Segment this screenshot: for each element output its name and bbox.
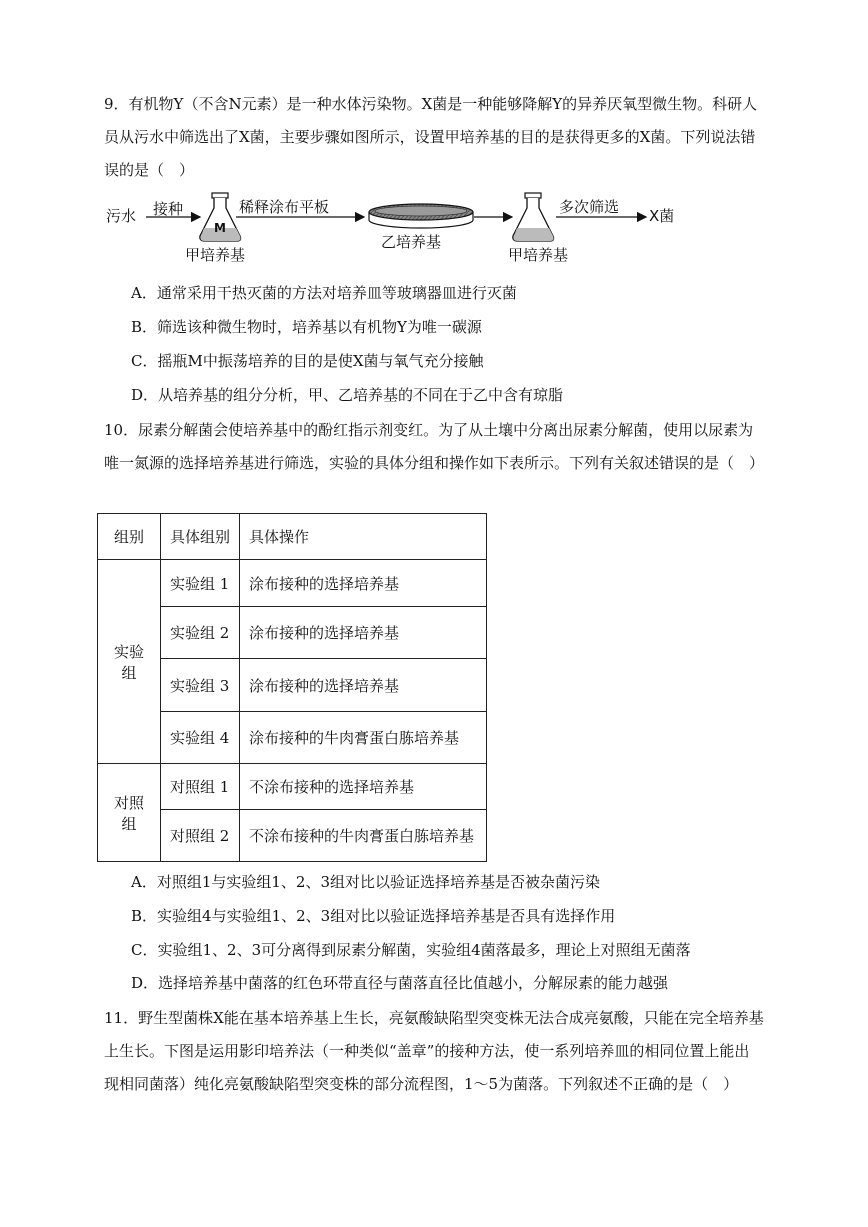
table-cell: 涂布接种的牛肉膏蛋白胨培养基 xyxy=(240,712,487,764)
flow-arrow1-label: 接种 xyxy=(153,200,184,218)
table-cell: 实验组 3 xyxy=(161,659,240,712)
q9-option-b: B．筛选该种微生物时，培养基以有机物Y为唯一碳源 xyxy=(131,318,482,336)
table-cell: 对照组 1 xyxy=(161,764,240,810)
experiment-table xyxy=(97,513,487,862)
table-cell: 实验组 2 xyxy=(161,607,240,659)
flow-medium2-label: 乙培养基 xyxy=(381,233,442,251)
question-10-stem: 10．尿素分解菌会使培养基中的酚红指示剂变红。为了从土壤中分离出尿素分解菌，使用以尿素为唯一氮源的选择培养基进行筛选，实验的具体分组和操作如下表所示。下列有关叙述错误的是（ ） xyxy=(104,421,765,472)
table-cell: 实验组 4 xyxy=(161,712,240,764)
group-cell: 对照组 xyxy=(98,764,161,862)
flow-medium3-label: 甲培养基 xyxy=(508,246,569,264)
flask-m-icon xyxy=(200,193,241,241)
table-cell: 涂布接种的选择培养基 xyxy=(240,560,487,607)
q9-option-a: A．通常采用干热灭菌的方法对培养皿等玻璃器皿进行灭菌 xyxy=(131,284,517,302)
table-cell: 涂布接种的选择培养基 xyxy=(240,659,487,712)
table-header: 具体操作 xyxy=(240,514,487,560)
table-header-row xyxy=(98,514,487,560)
table-header: 具体组别 xyxy=(161,514,240,560)
question-9-stem: 9．有机物Y（不含N元素）是一种水体污染物。X菌是一种能够降解Y的异养厌氧型微生物。科研人员从污水中筛选出了X菌，主要步骤如图所示，设置甲培养基的目的是获得更多的X菌。下列说法错误的是（ ） xyxy=(104,95,758,179)
q10-option-d: D．选择培养基中菌落的红色环带直径与菌落直径比值越小，分解尿素的能力越强 xyxy=(131,974,669,992)
q10-option-a: A．对照组1与实验组1、2、3组对比以验证选择培养基是否被杂菌污染 xyxy=(131,873,601,891)
flow-graphics xyxy=(0,0,868,280)
flow-arrow3-label: 多次筛选 xyxy=(559,198,620,216)
table-cell: 不涂布接种的牛肉膏蛋白胨培养基 xyxy=(240,810,487,862)
table-cell: 涂布接种的选择培养基 xyxy=(240,607,487,659)
table-header: 组别 xyxy=(98,514,161,560)
question-11-stem: 11．野生型菌株X能在基本培养基上生长，亮氨酸缺陷型突变株无法合成亮氨酸，只能在完全培养基上生长。下图是运用影印培养法（一种类似“盖章”的接种方法，使一系列培养皿的相同位置上能出现相同菌落）纯化亮氨酸缺陷型突变株的部分流程图，1～5为菌落。下列叙述不正确的是（ ） xyxy=(104,1009,764,1093)
flask-icon xyxy=(513,193,554,241)
q10-option-b: B．实验组4与实验组1、2、3组对比以验证选择培养基是否具有选择作用 xyxy=(131,907,616,925)
flow-source-label: 污水 xyxy=(106,207,137,225)
table-row xyxy=(98,764,487,810)
q9-option-c: C．摇瓶M中振荡培养的目的是使X菌与氧气充分接触 xyxy=(131,352,484,370)
flask-letter: M xyxy=(214,221,226,235)
table-cell: 实验组 1 xyxy=(161,560,240,607)
table-row xyxy=(98,560,487,607)
q10-option-c: C．实验组1、2、3可分离得到尿素分解菌，实验组4菌落最多，理论上对照组无菌落 xyxy=(131,941,691,959)
group-cell: 实验组 xyxy=(98,560,161,764)
flow-medium1-label: 甲培养基 xyxy=(185,246,246,264)
table-cell: 不涂布接种的选择培养基 xyxy=(240,764,487,810)
petri-dish-icon xyxy=(369,204,473,228)
q9-option-d: D．从培养基的组分分析，甲、乙培养基的不同在于乙中含有琼脂 xyxy=(131,386,564,404)
flow-result-label: X菌 xyxy=(649,207,675,225)
flow-arrow2-label: 稀释涂布平板 xyxy=(239,198,330,216)
table-cell: 对照组 2 xyxy=(161,810,240,862)
